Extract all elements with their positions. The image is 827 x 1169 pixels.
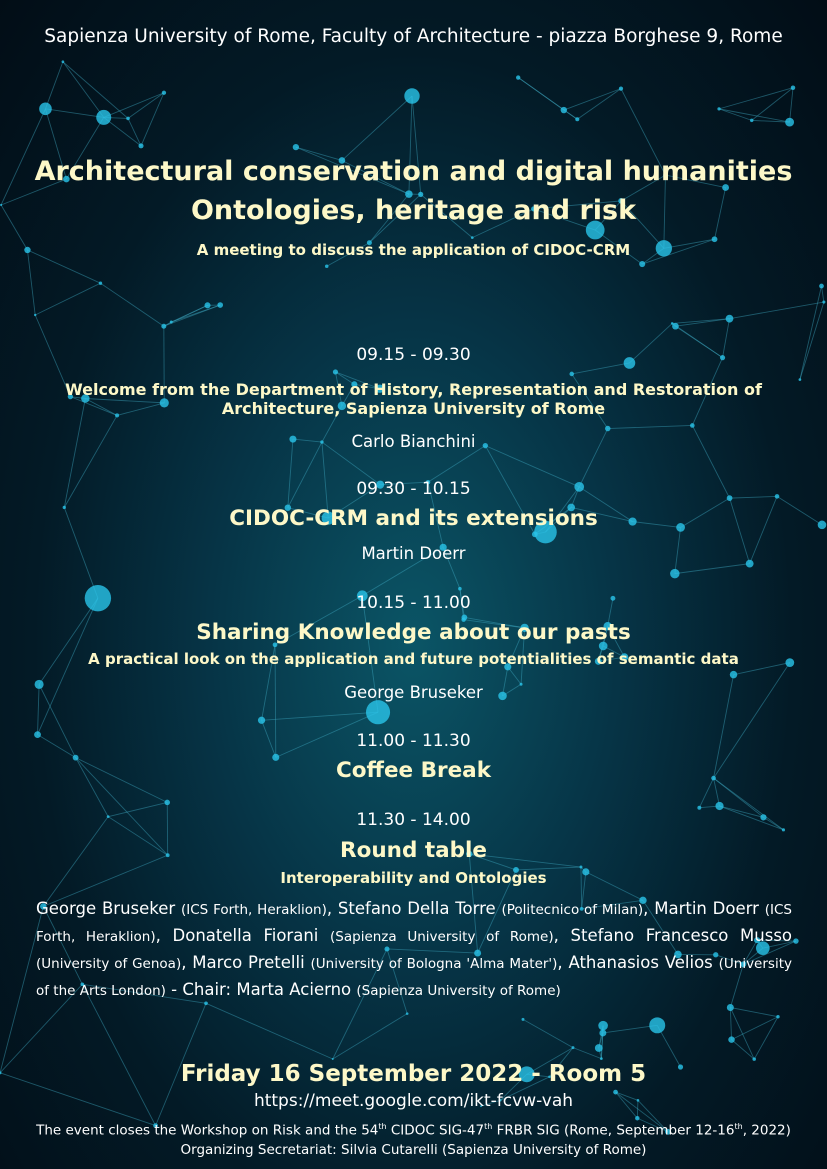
session-1-time: 09.15 - 09.30 (356, 345, 471, 365)
event-title-line-2: Ontologies, heritage and risk (190, 195, 637, 226)
session-1-title-line-2: Architecture, Sapienza University of Rome (221, 399, 606, 418)
panelist-affiliation: (University of the Arts London) (36, 956, 792, 999)
chair-affiliation: (Sapienza University of Rome) (356, 983, 561, 999)
session-2-time: 09.30 - 10.15 (356, 479, 471, 499)
organizing-secretariat: Organizing Secretariat: Silvia Cutarelli (Sapienza University of Rome) (180, 1142, 647, 1158)
ordinal-suffix: th (734, 1122, 743, 1131)
panelist-affiliation: (Sapienza University of Rome) (330, 929, 554, 945)
session-3-time: 10.15 - 11.00 (356, 593, 471, 613)
panelist-affiliation: (Politecnico of Milan) (501, 902, 644, 918)
closing-note-part: , 2022) (742, 1122, 791, 1139)
panelist-affiliation: (ICS Forth, Heraklion) (36, 902, 792, 945)
closing-note-part: CIDOC SIG-47 (386, 1122, 485, 1139)
event-subtitle: A meeting to discuss the application of CIDOC-CRM (196, 241, 631, 259)
session-3-title: Sharing Knowledge about our pasts (196, 620, 631, 645)
round-table-panelists: George Bruseker (ICS Forth, Heraklion), Stefano Della Torre (Politecnico of Milan), Martin Doerr (ICS Forth, Heraklion), Donatella Fiorani (Sapienza University of Rome), Stefano Francesco Musso (University of Genoa), Marco Pretelli (University of Bologna 'Alma Mater'), Athanasios Velios (University of the Arts London) - Chair: Marta Acierno (Sapienza University of Rome) (36, 899, 793, 999)
ordinal-suffix: th (484, 1122, 493, 1131)
panelist-name: Stefano Della Torre (337, 899, 496, 918)
panelist-name: Stefano Francesco Musso (570, 926, 793, 945)
session-4-time: 11.00 - 11.30 (356, 731, 471, 751)
meeting-link[interactable]: https://meet.google.com/ikt-fcvw-vah (253, 1091, 574, 1111)
session-2-speaker: Martin Doerr (361, 544, 466, 563)
panelist-name: Athanasios Velios (568, 953, 713, 972)
session-3-speaker: George Bruseker (344, 683, 483, 702)
session-3-subtitle: A practical look on the application and future potentialities of semantic data (88, 650, 739, 668)
closing-note-part: FRBR SIG (Rome, September 12-16 (492, 1122, 735, 1139)
session-1-title-line-1: Welcome from the Department of History, Representation and Restoration of (65, 380, 762, 399)
closing-note-part: The event closes the Workshop on Risk and the 54 (36, 1122, 379, 1139)
ordinal-suffix: th (378, 1122, 387, 1131)
panelist-name: Donatella Fiorani (172, 926, 319, 945)
panelist-affiliation: (University of Bologna 'Alma Mater') (310, 956, 558, 972)
session-5-time: 11.30 - 14.00 (356, 810, 471, 830)
panelist-name: George Bruseker (36, 899, 176, 918)
event-date-room: Friday 16 September 2022 - Room 5 (180, 1061, 647, 1087)
session-5-subtitle: Interoperability and Ontologies (280, 869, 547, 887)
panelist-name: Marco Pretelli (192, 953, 305, 972)
panelist-affiliation: (ICS Forth, Heraklion) (180, 902, 327, 918)
session-2-title: CIDOC-CRM and its extensions (229, 506, 598, 531)
session-1-speaker: Carlo Bianchini (351, 432, 476, 451)
chair-name: Chair: Marta Acierno (182, 980, 352, 999)
closing-note (0, 1122, 827, 1139)
panelist-name: Martin Doerr (654, 899, 759, 918)
event-title-line-1: Architectural conservation and digital humanities (34, 156, 793, 187)
session-5-title: Round table (340, 838, 487, 863)
panelist-affiliation: (University of Genoa) (36, 956, 182, 972)
session-4-title: Coffee Break (336, 758, 491, 783)
venue-header: Sapienza University of Rome, Faculty of Architecture - piazza Borghese 9, Rome (44, 26, 783, 47)
